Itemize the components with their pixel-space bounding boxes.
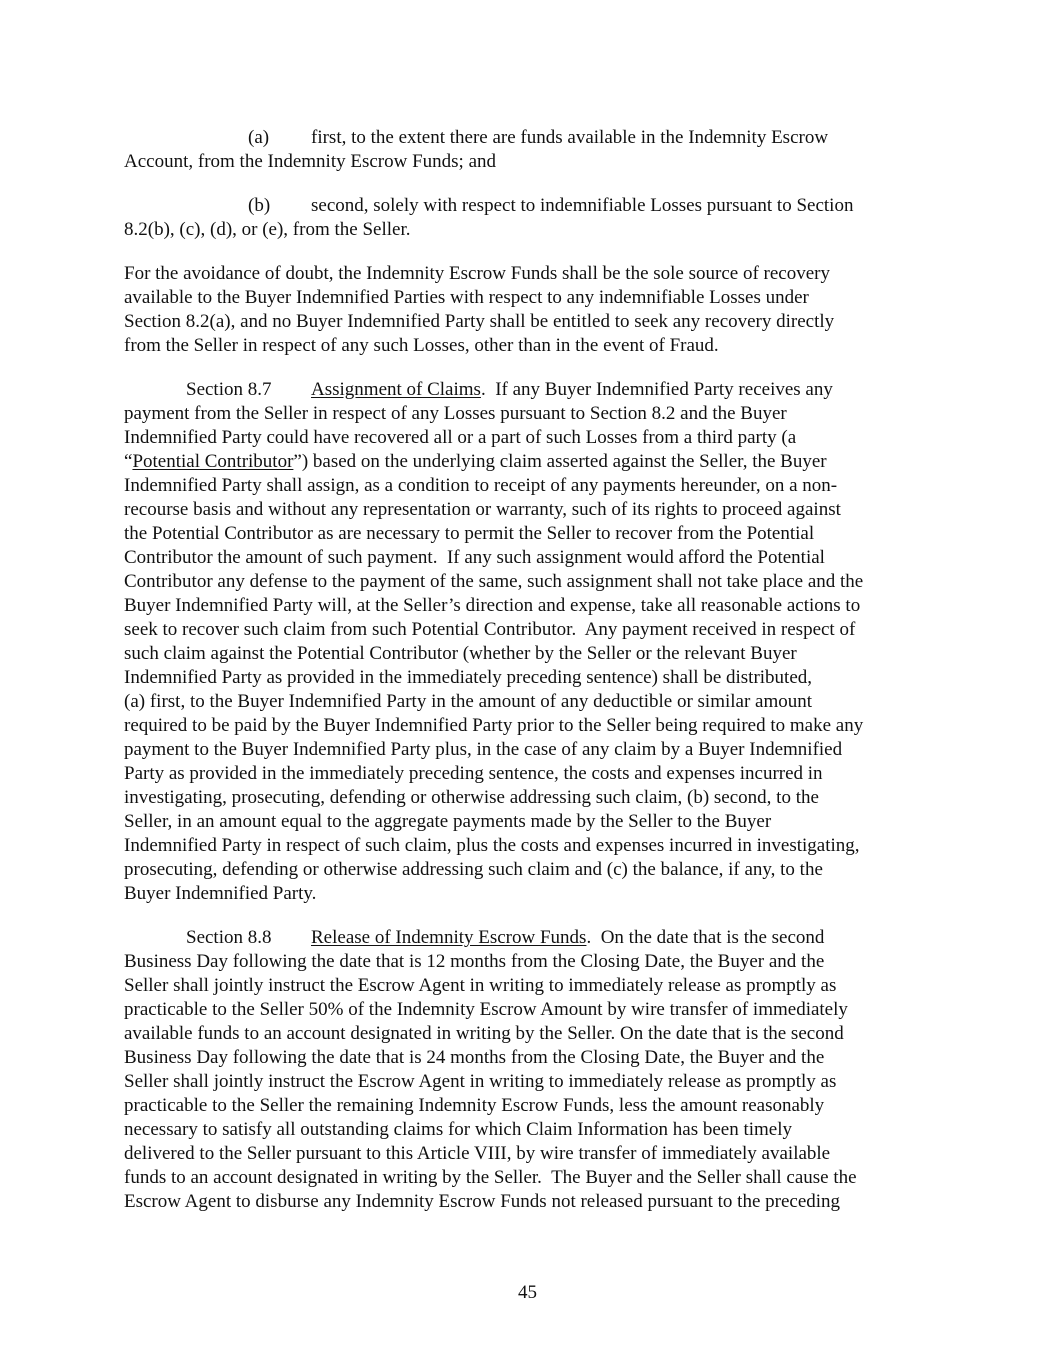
section-heading-line [311, 926, 824, 950]
paragraph-line: Contributor the amount of such payment. If any such assignment would afford the Potential [124, 547, 825, 568]
paragraph-line: payment from the Seller in respect of any Losses pursuant to Section 8.2 and the Buyer [124, 403, 787, 424]
section-text: . If any Buyer Indemnified Party receives any [480, 379, 833, 400]
paragraph-line: Section 8.2(a), and no Buyer Indemnified Party shall be entitled to seek any recovery directly [124, 311, 835, 332]
paragraph-line: seek to recover such claim from such Potential Contributor. Any payment received in respect of [124, 619, 856, 640]
paragraph-line: Escrow Agent to disburse any Indemnity Escrow Funds not released pursuant to the preceding [124, 1191, 841, 1212]
item-a-line: Account, from the Indemnity Escrow Funds; and [124, 151, 497, 172]
paragraph-line: from the Seller in respect of any such Losses, other than in the event of Fraud. [124, 335, 719, 356]
section-heading: Assignment of Claims [311, 379, 481, 400]
paragraph-line [124, 450, 827, 474]
paragraph-line: practicable to the Seller the remaining Indemnity Escrow Funds, less the amount reasonably [124, 1095, 825, 1116]
paragraph-line: recourse basis and without any representation or warranty, such of its rights to proceed against [124, 499, 841, 520]
paragraph-line: Indemnified Party could have recovered all or a part of such Losses from a third party (a [124, 427, 797, 448]
paragraph-line: Contributor any defense to the payment of the same, such assignment shall not take place and the [124, 571, 864, 592]
item-b-marker: (b) [248, 195, 271, 216]
paragraph-line: the Potential Contributor as are necessary to permit the Seller to recover from the Potential [124, 523, 815, 544]
item-a-line: first, to the extent there are funds available in the Indemnity Escrow [311, 127, 829, 148]
paragraph-line: practicable to the Seller 50% of the Indemnity Escrow Amount by wire transfer of immediately [124, 999, 848, 1020]
item-b-line: second, solely with respect to indemnifiable Losses pursuant to Section [311, 195, 854, 216]
paragraph-line: available funds to an account designated in writing by the Seller. On the date that is the second [124, 1023, 844, 1044]
paragraph-line: Business Day following the date that is 12 months from the Closing Date, the Buyer and the [124, 951, 825, 972]
paragraph-line: necessary to satisfy all outstanding claims for which Claim Information has been timely [124, 1119, 793, 1140]
paragraph-line: Indemnified Party in respect of such claim, plus the costs and expenses incurred in investigating, [124, 835, 860, 856]
paragraph-line: such claim against the Potential Contributor (whether by the Seller or the relevant Buyer [124, 643, 797, 664]
defined-term: Potential Contributor [132, 451, 294, 472]
section-heading-line [311, 378, 833, 402]
paragraph-line: Seller shall jointly instruct the Escrow Agent in writing to immediately release as promptly as [124, 975, 837, 996]
section-text: ”) based on the underlying claim asserted against the Seller, the Buyer [293, 451, 827, 472]
paragraph-line: payment to the Buyer Indemnified Party plus, in the case of any claim by a Buyer Indemnified [124, 739, 843, 760]
quote-mark: “ [124, 451, 133, 472]
paragraph-line: available to the Buyer Indemnified Parties with respect to any indemnifiable Losses under [124, 287, 809, 308]
section-heading: Release of Indemnity Escrow Funds [311, 927, 587, 948]
paragraph-line: delivered to the Seller pursuant to this Article VIII, by wire transfer of immediately available [124, 1143, 831, 1164]
section-number: Section 8.8 [186, 927, 272, 948]
paragraph-line: investigating, prosecuting, defending or otherwise addressing such claim, (b) second, to the [124, 787, 819, 808]
paragraph-line: funds to an account designated in writing by the Seller. The Buyer and the Seller shall cause the [124, 1167, 857, 1188]
section-text: . On the date that is the second [586, 927, 825, 948]
paragraph-line: Buyer Indemnified Party. [124, 883, 317, 904]
paragraph-line: Buyer Indemnified Party will, at the Seller’s direction and expense, take all reasonable actions to [124, 595, 861, 616]
paragraph-line: Party as provided in the immediately preceding sentence, the costs and expenses incurred in [124, 763, 823, 784]
paragraph-line: Seller, in an amount equal to the aggregate payments made by the Seller to the Buyer [124, 811, 772, 832]
page-number: 45 [518, 1282, 537, 1303]
paragraph-line: Indemnified Party as provided in the immediately preceding sentence) shall be distributed, [124, 667, 813, 688]
paragraph-line: Seller shall jointly instruct the Escrow Agent in writing to immediately release as promptly as [124, 1071, 837, 1092]
paragraph-line: Indemnified Party shall assign, as a condition to receipt of any payments hereunder, on a non- [124, 475, 838, 496]
section-number: Section 8.7 [186, 379, 272, 400]
paragraph-line: (a) first, to the Buyer Indemnified Party in the amount of any deductible or similar amount [124, 691, 813, 712]
paragraph-line: Business Day following the date that is 24 months from the Closing Date, the Buyer and the [124, 1047, 825, 1068]
item-b-line: 8.2(b), (c), (d), or (e), from the Seller. [124, 219, 411, 240]
item-a-marker: (a) [248, 127, 270, 148]
paragraph-line: required to be paid by the Buyer Indemnified Party prior to the Seller being required to make any [124, 715, 864, 736]
paragraph-line: For the avoidance of doubt, the Indemnity Escrow Funds shall be the sole source of recovery [124, 263, 830, 284]
paragraph-line: prosecuting, defending or otherwise addressing such claim and (c) the balance, if any, to the [124, 859, 823, 880]
